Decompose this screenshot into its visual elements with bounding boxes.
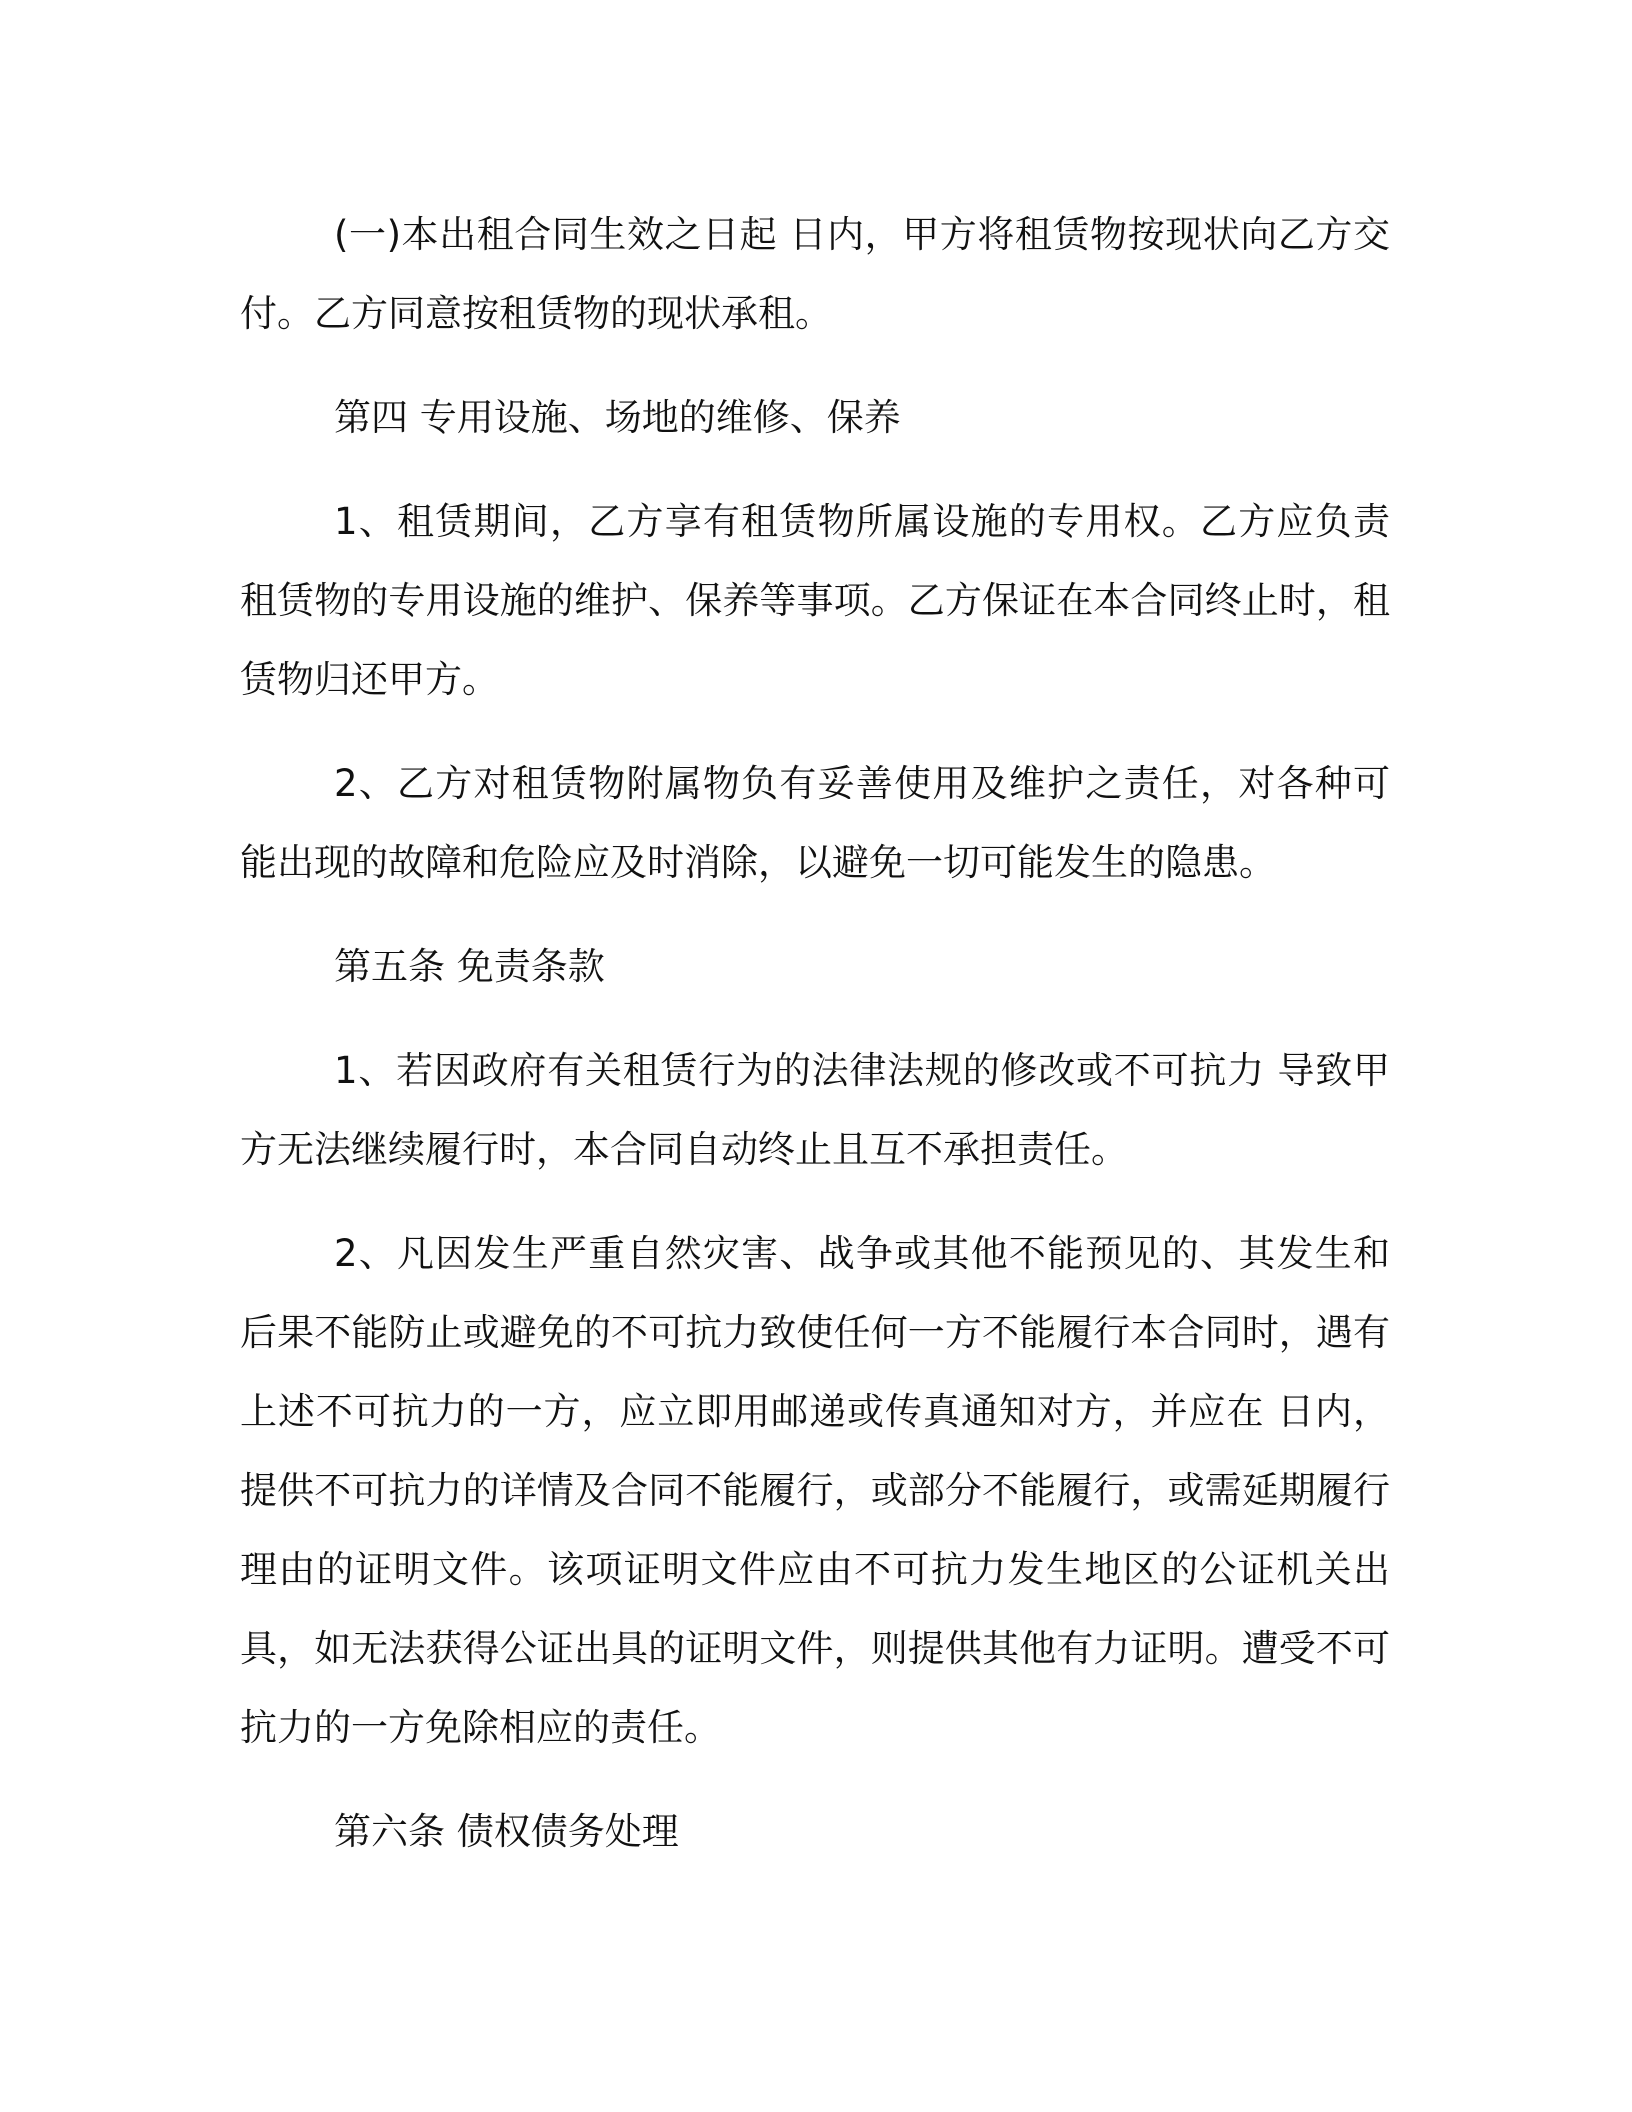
paragraph-exclusive-use: 1、租赁期间，乙方享有租赁物所属设施的专用权。乙方应负责租赁物的专用设施的维护、保养等事项。乙方保证在本合同终止时，租赁物归还甲方。 <box>240 500 1390 701</box>
section-heading-exemption: 第五条 免责条款 <box>334 945 605 988</box>
paragraph-law-change: 1、若因政府有关租赁行为的法律法规的修改或不可抗力 导致甲方无法继续履行时，本合同自动终止且互不承担责任。 <box>240 1049 1390 1171</box>
section-heading-maintenance: 第四 专用设施、场地的维修、保养 <box>334 396 901 439</box>
section-heading-debts: 第六条 债权债务处理 <box>334 1810 679 1853</box>
paragraph-delivery: (一)本出租合同生效之日起 日内，甲方将租赁物按现状向乙方交付。乙方同意按租赁物的现状承租。 <box>240 213 1390 335</box>
paragraph-care-duty: 2、乙方对租赁物附属物负有妥善使用及维护之责任，对各种可能出现的故障和危险应及时消除，以避免一切可能发生的隐患。 <box>240 762 1390 884</box>
document-body <box>240 195 1390 1896</box>
paragraph-force-majeure: 2、凡因发生严重自然灾害、战争或其他不能预见的、其发生和后果不能防止或避免的不可抗力致使任何一方不能履行本合同时，遇有上述不可抗力的一方，应立即用邮递或传真通知对方，并应在 日内，提供不可抗力的详情及合同不能履行，或部分不能履行，或需延期履行理由的证明文件。该项证明文件应由不可抗力发生地区的公证机关出具，如无法获得公证出具的证明文件，则提供其他有力证明。遭受不可抗力的一方免除相应的责任。 <box>240 1232 1390 1749</box>
